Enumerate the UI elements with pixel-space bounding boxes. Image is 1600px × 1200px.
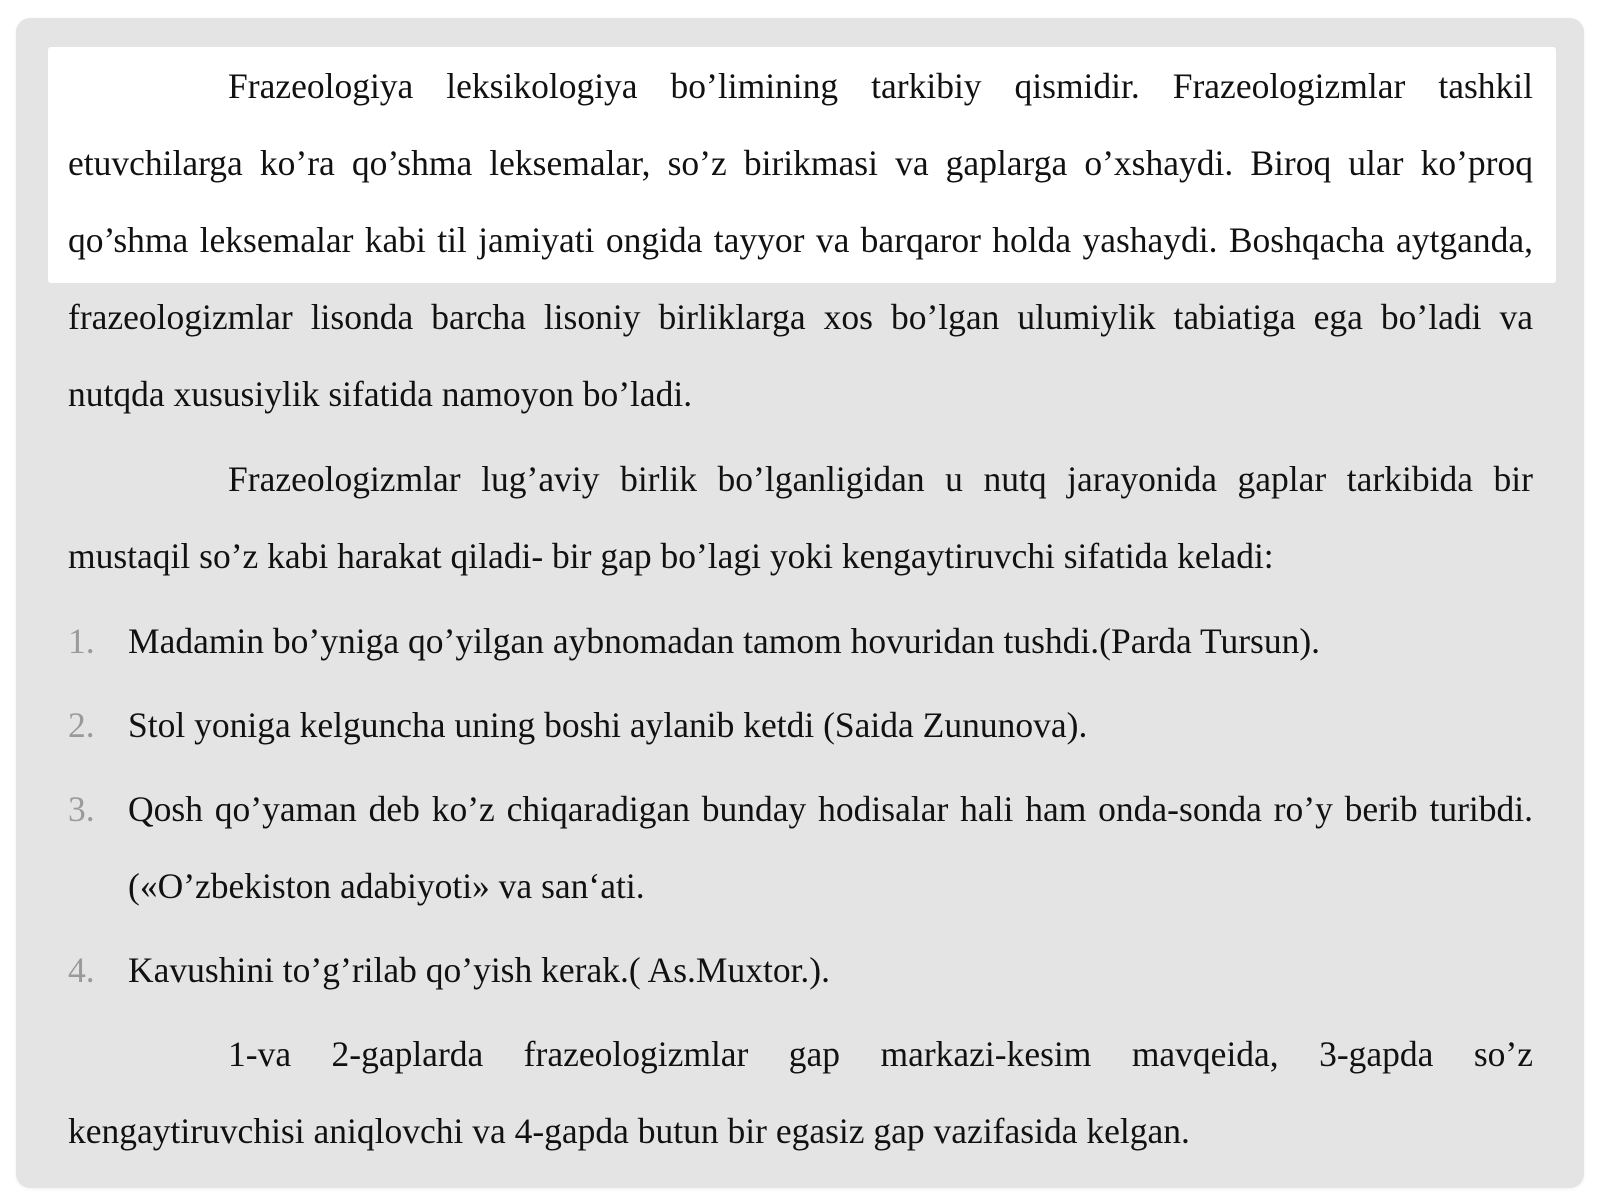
paragraph-usage: Frazeologizmlar lug’aviy birlik bo’lganligidan u nutq jarayonida gaplar tarkibida bir mustaqil so’z kabi harakat qiladi- bir gap bo’lagi yoki kengaytiruvchi sifatida keladi:: [68, 459, 1533, 576]
list-item: [68, 771, 1533, 925]
list-item-number: 2.: [68, 705, 95, 745]
list-item-number: 3.: [68, 789, 95, 829]
list-item: [68, 932, 1533, 1009]
list-item-number: 1.: [68, 621, 95, 661]
example-list: [68, 603, 1533, 1009]
paragraph-intro: Frazeologiya leksikologiya bo’limining tarkibiy qismidir. Frazeologizmlar tashkil etuvchilarga ko’ra qo’shma leksemalar, so’z birikmasi va gaplarga o’xshaydi. Biroq ular ko’proq qo’shma leksemalar kabi til jamiyati ongida tayyor va barqaror holda yashaydi. Boshqacha aytganda, frazeologizmlar lisonda barcha lisoniy birliklarga xos bo’lgan ulumiylik tabiatiga ega bo’ladi va nutqda xususiylik sifatida namoyon bo’ladi.: [68, 66, 1533, 414]
list-item: [68, 687, 1533, 764]
list-item: [68, 603, 1533, 680]
paragraph-conclusion: 1-va 2-gaplarda frazeologizmlar gap markazi-kesim mavqeida, 3-gapda so’z kengaytiruvchisi aniqlovchi va 4-gapda butun bir egasiz gap vazifasida kelgan.: [68, 1034, 1533, 1151]
list-item-text: Kavushini to’g’rilab qo’yish kerak.( As.Muxtor.).: [128, 950, 831, 990]
slide-content: [68, 48, 1533, 1170]
list-item-text: Madamin bo’yniga qo’yilgan aybnomadan tamom hovuridan tushdi.(Parda Tursun).: [128, 621, 1321, 661]
list-item-text: Stol yoniga kelguncha uning boshi aylanib ketdi (Saida Zununova).: [128, 705, 1088, 745]
list-item-text: Qosh qo’yaman deb ko’z chiqaradigan bunday hodisalar hali ham onda-sonda ro’y berib turibdi.(«O’zbekiston adabiyoti» va san‘ati.: [128, 789, 1533, 906]
list-item-number: 4.: [68, 950, 95, 990]
